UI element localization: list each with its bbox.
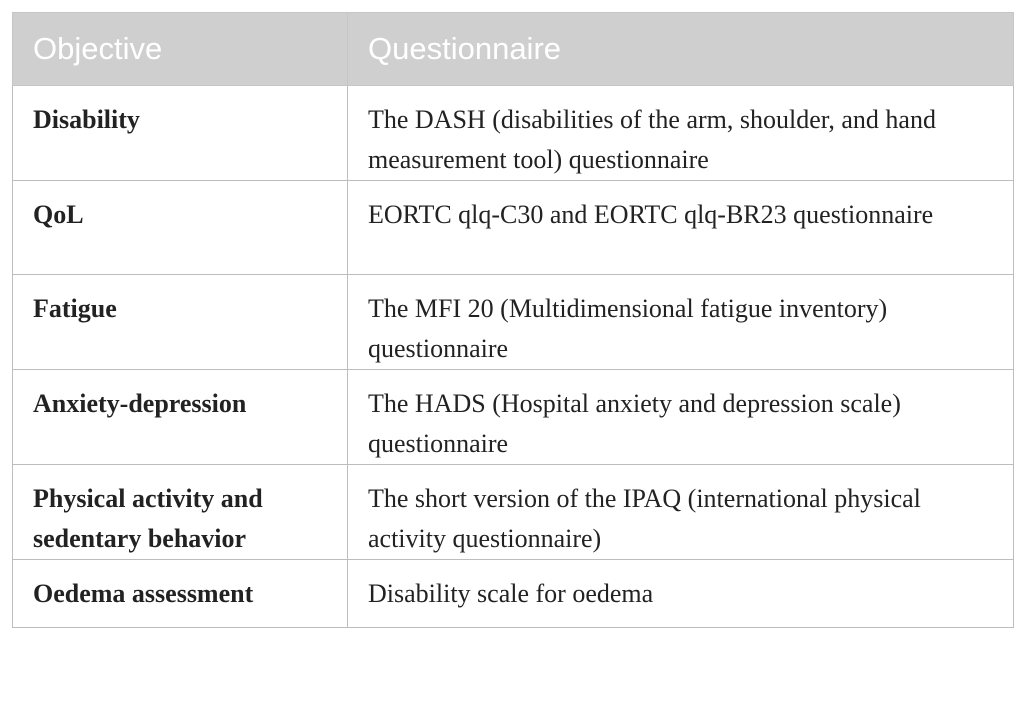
table-row bbox=[13, 181, 1014, 275]
table-row bbox=[13, 465, 1014, 560]
questionnaire-cell: EORTC qlq-C30 and EORTC qlq-BR23 questionnaire bbox=[348, 181, 1014, 275]
table-body bbox=[13, 86, 1014, 628]
objective-cell: Oedema assessment bbox=[13, 560, 348, 628]
table-row bbox=[13, 560, 1014, 628]
objective-cell: Anxiety-depression bbox=[13, 370, 348, 465]
table-row bbox=[13, 86, 1014, 181]
table-header bbox=[13, 13, 1014, 86]
objective-cell: QoL bbox=[13, 181, 348, 275]
questionnaire-table bbox=[12, 12, 1014, 628]
header-objective: Objective bbox=[13, 13, 348, 86]
questionnaire-cell: The HADS (Hospital anxiety and depression scale) questionnaire bbox=[348, 370, 1014, 465]
questionnaire-cell: The short version of the IPAQ (international physical activity questionnaire) bbox=[348, 465, 1014, 560]
questionnaire-cell: The MFI 20 (Multidimensional fatigue inventory) questionnaire bbox=[348, 275, 1014, 370]
header-row bbox=[13, 13, 1014, 86]
questionnaire-cell: Disability scale for oedema bbox=[348, 560, 1014, 628]
table-row bbox=[13, 275, 1014, 370]
questionnaire-cell: The DASH (disabilities of the arm, shoulder, and hand measurement tool) questionnaire bbox=[348, 86, 1014, 181]
questionnaire-table-container bbox=[12, 12, 1013, 628]
table-row bbox=[13, 370, 1014, 465]
objective-cell: Physical activity and sedentary behavior bbox=[13, 465, 348, 560]
header-questionnaire: Questionnaire bbox=[348, 13, 1014, 86]
objective-cell: Disability bbox=[13, 86, 348, 181]
objective-cell: Fatigue bbox=[13, 275, 348, 370]
